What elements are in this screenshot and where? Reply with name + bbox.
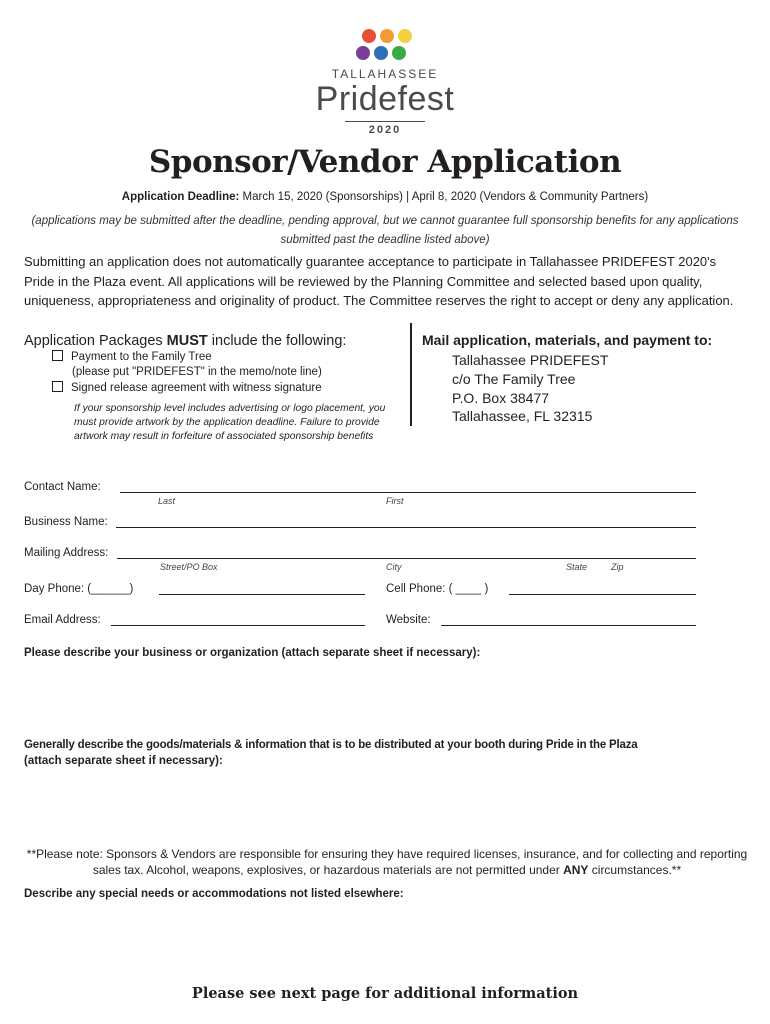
mail-line-4: Tallahassee, FL 32315: [452, 408, 593, 424]
logo-year: 2020: [368, 124, 402, 136]
mail-line-2: c/o The Family Tree: [452, 371, 576, 387]
deadline-label: Application Deadline:: [121, 191, 240, 203]
mailing-address-label: Mailing Address:: [24, 547, 109, 559]
application-deadline: [0, 191, 770, 203]
goods-description-question-line2: (attach separate sheet if necessary):: [24, 755, 223, 767]
state-caption: State: [566, 562, 588, 572]
website-field[interactable]: [441, 625, 696, 626]
goods-description-question-line1: Generally describe the goods/materials & information that is to be distributed at your booth during Pride in the Plaza: [24, 739, 638, 751]
page-title: Sponsor/Vendor Application: [148, 144, 622, 180]
day-phone-field[interactable]: [159, 594, 365, 595]
checkbox-icon[interactable]: [52, 381, 63, 392]
mail-line-1: Tallahassee PRIDEFEST: [452, 352, 609, 368]
first-name-caption: First: [386, 496, 404, 506]
packages-heading-end: include the following:: [207, 333, 347, 349]
contact-name-label: Contact Name:: [24, 481, 101, 493]
logo-dot-yellow-icon: [398, 29, 412, 43]
email-field[interactable]: [111, 625, 365, 626]
email-label: Email Address:: [24, 614, 101, 626]
logo-dot-green-icon: [392, 46, 406, 60]
package-item-release-label: Signed release agreement with witness signature: [71, 382, 322, 394]
city-caption: City: [386, 562, 402, 572]
contact-name-field[interactable]: [120, 492, 696, 493]
last-name-caption: Last: [158, 496, 176, 506]
logo-dot-blue-icon: [374, 46, 388, 60]
packages-heading-must: MUST: [166, 333, 208, 349]
logo-dot-orange-icon: [380, 29, 394, 43]
please-note-start: **Please note: Sponsors & Vendors are responsible for ensuring they have required licenses, insurance, and for collecting and reporting sales tax. Alcohol, weapons, explosives, or hazardous materials are not permitted under: [26, 847, 748, 877]
deadline-text: March 15, 2020 (Sponsorships) | April 8, 2020 (Vendors & Community Partners): [239, 191, 649, 203]
column-divider: [410, 323, 412, 426]
logo-divider: [345, 121, 425, 122]
packages-heading-start: Application Packages: [24, 333, 167, 349]
artwork-note: If your sponsorship level includes advertising or logo placement, you must provide artwork by the application deadline. Failure to provide artwork may result in forfeiture of associated sponsorship benefits: [74, 403, 386, 442]
logo-city: TALLAHASSEE: [331, 67, 439, 81]
logo-name: Pridefest: [315, 80, 455, 118]
checkbox-icon[interactable]: [52, 350, 63, 361]
please-note-end: circumstances.**: [588, 863, 682, 877]
please-note: [24, 846, 750, 878]
day-phone-label: Day Phone: (______): [24, 583, 134, 595]
late-application-note: (applications may be submitted after the deadline, pending approval, but we cannot guarantee full sponsorship benefits for any applications submitted past the deadline listed above): [31, 215, 739, 246]
zip-caption: Zip: [611, 562, 624, 572]
special-needs-question: Describe any special needs or accommodations not listed elsewhere:: [24, 888, 404, 900]
business-name-label: Business Name:: [24, 516, 108, 528]
logo-dot-red-icon: [362, 29, 376, 43]
logo-dot-purple-icon: [356, 46, 370, 60]
business-name-field[interactable]: [116, 527, 696, 528]
please-note-any: ANY: [563, 863, 589, 877]
cell-phone-label: Cell Phone: ( ____ ): [386, 583, 489, 595]
packages-heading: [24, 333, 346, 349]
mail-line-3: P.O. Box 38477: [452, 390, 550, 406]
intro-paragraph: Submitting an application does not automatically guarantee acceptance to participate in Tallahassee PRIDEFEST 2020's Pride in the Plaza event. All applications will be reviewed by the Planning Committee and selected based upon quality, uniqueness, appropriateness and originality of product. The Committee reserves the right to accept or deny any application.: [24, 254, 734, 308]
website-label: Website:: [386, 614, 431, 626]
business-description-question: Please describe your business or organization (attach separate sheet if necessary):: [24, 647, 481, 659]
package-item-payment-sub: (please put "PRIDEFEST" in the memo/note line): [72, 366, 322, 378]
cell-phone-field[interactable]: [509, 594, 696, 595]
street-caption: Street/PO Box: [160, 562, 218, 572]
package-item-release: [52, 381, 322, 394]
package-item-payment-label: Payment to the Family Tree: [71, 351, 212, 363]
mail-heading: Mail application, materials, and payment to:: [422, 332, 713, 348]
package-item-payment: [52, 350, 212, 363]
footer-next-page: Please see next page for additional information: [191, 985, 579, 1002]
mailing-address-field[interactable]: [117, 558, 696, 559]
